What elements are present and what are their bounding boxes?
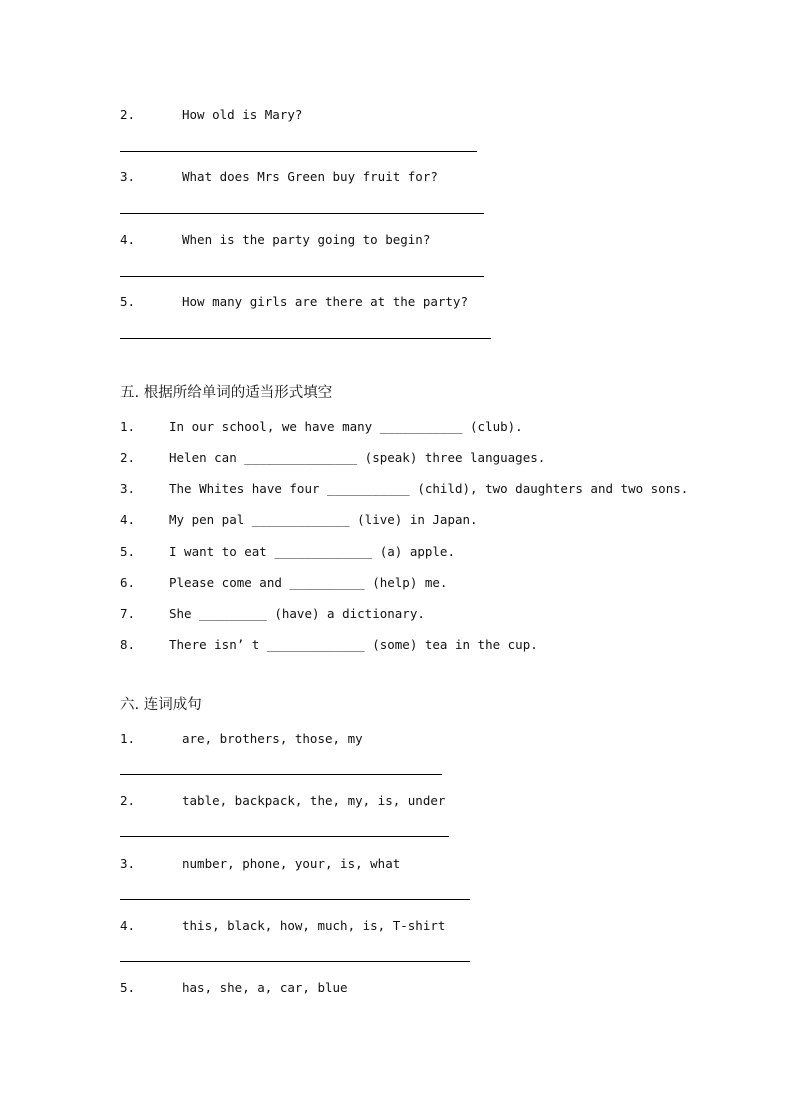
answer-line[interactable] <box>120 899 470 900</box>
item-number: 2. <box>120 450 136 465</box>
item-text: Helen can _______________ (speak) three languages. <box>169 450 546 465</box>
item-number: 1. <box>120 419 136 434</box>
question-number: 3. <box>120 169 136 184</box>
answer-line[interactable] <box>120 276 484 277</box>
answer-line[interactable] <box>120 961 470 962</box>
item-text: I want to eat _____________ (a) apple. <box>169 544 455 559</box>
question-text: What does Mrs Green buy fruit for? <box>182 169 438 184</box>
item-number: 3. <box>120 856 136 871</box>
item-text: Please come and __________ (help) me. <box>169 575 448 590</box>
item-number: 5. <box>120 980 136 995</box>
item-number: 1. <box>120 731 136 746</box>
item-number: 4. <box>120 512 136 527</box>
item-number: 8. <box>120 637 136 652</box>
answer-line[interactable] <box>120 338 491 339</box>
item-text: The Whites have four ___________ (child), two daughters and two sons. <box>169 481 689 496</box>
question-text: When is the party going to begin? <box>182 232 431 247</box>
item-number: 3. <box>120 481 136 496</box>
item-number: 5. <box>120 544 136 559</box>
question-number: 4. <box>120 232 136 247</box>
item-text: There isn’ t _____________ (some) tea in the cup. <box>169 637 538 652</box>
item-text: She _________ (have) a dictionary. <box>169 606 425 621</box>
item-text: In our school, we have many ___________ (club). <box>169 419 523 434</box>
answer-line[interactable] <box>120 774 442 775</box>
question-number: 5. <box>120 294 136 309</box>
item-number: 6. <box>120 575 136 590</box>
item-text: are, brothers, those, my <box>182 731 363 746</box>
answer-line[interactable] <box>120 213 484 214</box>
item-number: 7. <box>120 606 136 621</box>
question-number: 2. <box>120 107 136 122</box>
question-text: How many girls are there at the party? <box>182 294 468 309</box>
section-6-title: 六. 连词成句 <box>120 697 202 713</box>
item-text: My pen pal _____________ (live) in Japan. <box>169 512 478 527</box>
item-text: this, black, how, much, is, T-shirt <box>182 918 446 933</box>
answer-line[interactable] <box>120 151 477 152</box>
item-text: table, backpack, the, my, is, under <box>182 793 446 808</box>
section-5-title: 五. 根据所给单词的适当形式填空 <box>120 385 333 401</box>
item-text: number, phone, your, is, what <box>182 856 401 871</box>
item-text: has, she, a, car, blue <box>182 980 348 995</box>
question-text: How old is Mary? <box>182 107 303 122</box>
answer-line[interactable] <box>120 836 449 837</box>
item-number: 2. <box>120 793 136 808</box>
item-number: 4. <box>120 918 136 933</box>
